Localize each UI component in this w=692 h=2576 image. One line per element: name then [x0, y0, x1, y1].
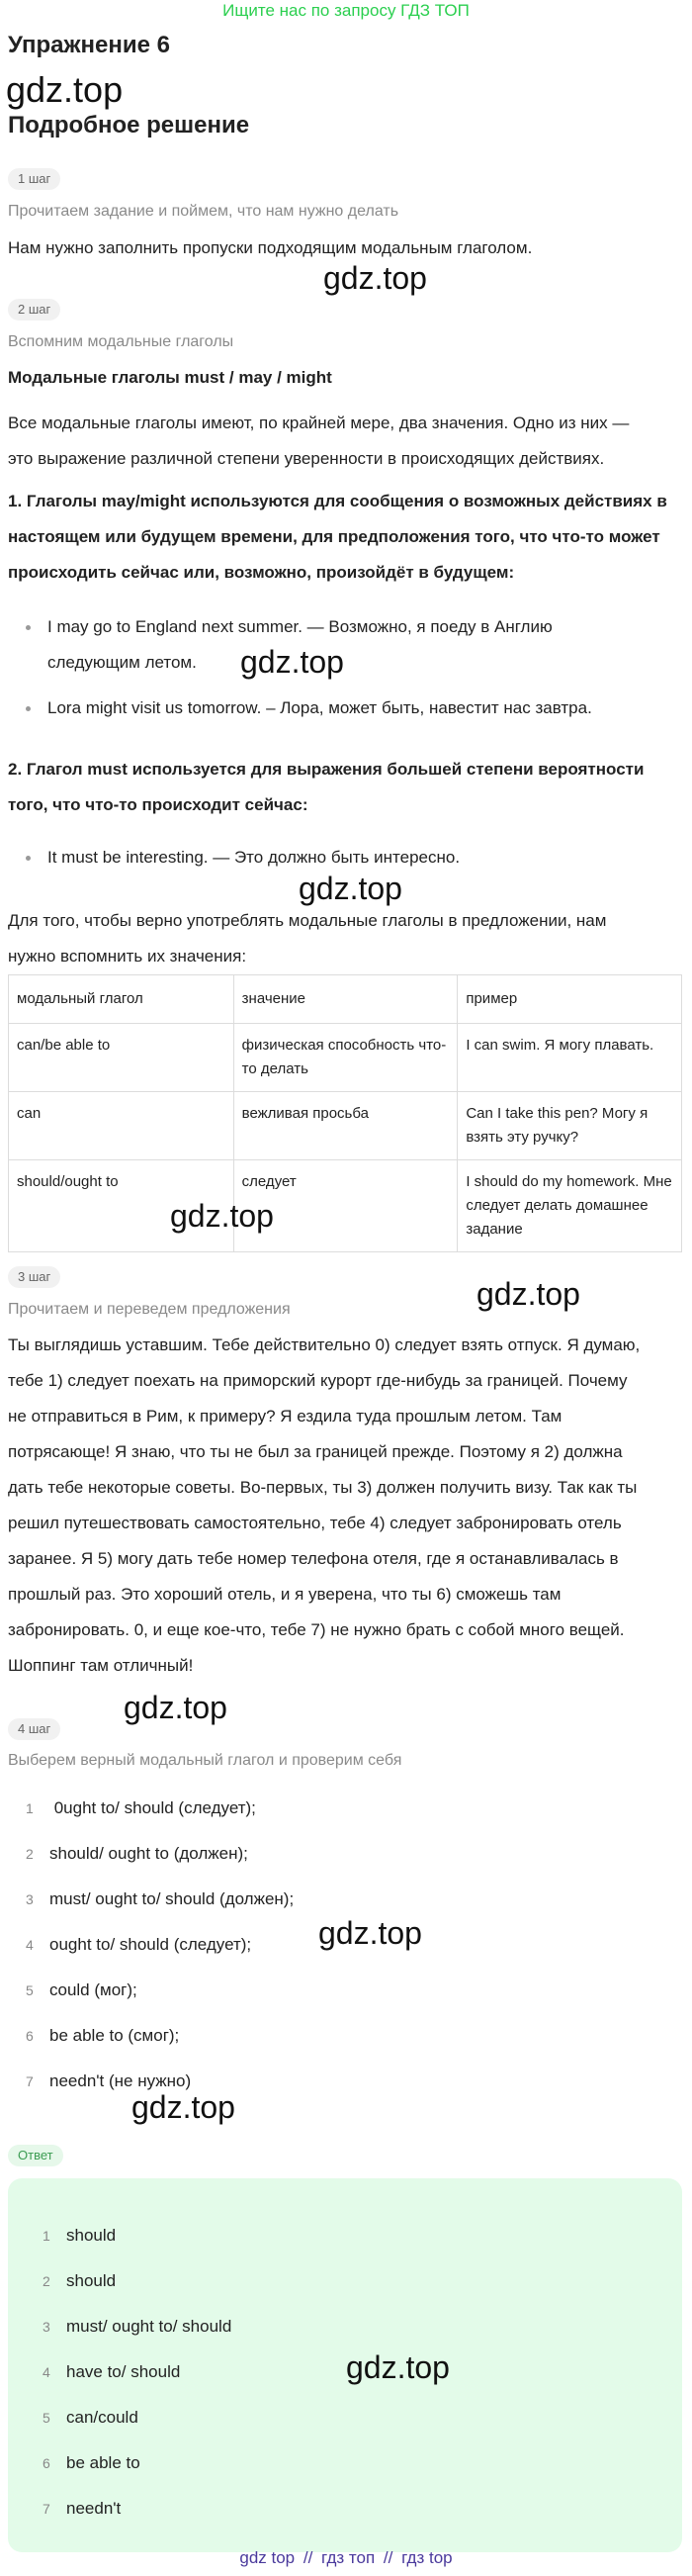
watermark-logo: gdz.top: [6, 69, 124, 110]
step-3-caption: Прочитаем и переведем предложения: [8, 1301, 291, 1318]
step-4-caption: Выберем верный модальный глагол и проверим себя: [8, 1752, 402, 1769]
footer-link-gdz-top[interactable]: gdz top: [239, 2548, 296, 2567]
list-item: 7 needn't (не нужно): [26, 2071, 192, 2090]
answer-list: [25, 2213, 231, 2531]
watermark: gdz.top: [131, 2089, 235, 2125]
table-cell: can/be able to: [9, 1024, 234, 1092]
list-item: 7 needn't: [43, 2499, 122, 2518]
list-item: 1 should: [43, 2226, 117, 2245]
step-label: 3 шаг: [8, 1266, 60, 1288]
examples-list-1: [8, 609, 680, 726]
translation-paragraph: [8, 1328, 690, 1684]
table-header-row: [9, 975, 682, 1024]
text-line: Все модальные глаголы имеют, по крайней мере, два значения. Одно из них —: [8, 414, 630, 432]
answer-label: Ответ: [8, 2145, 63, 2166]
watermark: gdz.top: [170, 1198, 274, 1234]
step-2-badge: [8, 299, 60, 321]
watermark: gdz.top: [476, 1276, 580, 1312]
watermark: gdz.top: [346, 2349, 450, 2385]
text-line: 2. Глагол must используется для выражения большей степени вероятности: [8, 760, 645, 779]
intro-paragraph: [8, 406, 629, 477]
list-item: 6 be able to: [43, 2453, 140, 2472]
list-item: Lora might visit us tomorrow. – Лора, может быть, навестит нас завтра.: [8, 690, 680, 726]
text-line: происходить сейчас или, возможно, произойдёт в будущем:: [8, 563, 515, 582]
list-item: I may go to England next summer. — Возможно, я поеду в Англию следующим летом.: [8, 609, 680, 681]
solution-heading: Подробное решение: [8, 112, 250, 138]
step-1-text: Нам нужно заполнить пропуски подходящим модальным глаголом.: [8, 238, 533, 257]
step-2-caption: Вспомним модальные глаголы: [8, 333, 234, 350]
step-label: 4 шаг: [8, 1718, 60, 1740]
table-cell: I should do my homework. Мне следует делать домашнее задание: [458, 1160, 682, 1252]
list-item: 1 0ught to/ should (следует);: [26, 1798, 256, 1817]
list-item: 2 should: [43, 2271, 117, 2290]
watermark: gdz.top: [124, 1690, 227, 1725]
watermark: gdz.top: [318, 1915, 422, 1951]
step-1-caption: Прочитаем задание и поймем, что нам нужно делать: [8, 203, 399, 220]
text-line: прошлый раз. Это хороший отель, и я уверена, что ты 6) сможешь там: [8, 1585, 562, 1604]
text-line: забронировать. 0, и еще кое-что, тебе 7) не нужно брать с собой много вещей.: [8, 1620, 625, 1639]
table-cell: Can I take this pen? Могу я взять эту ручку?: [458, 1092, 682, 1160]
check-list: [8, 1786, 294, 2104]
table-row: [9, 1024, 682, 1092]
column-header: пример: [458, 975, 682, 1024]
page-title: Упражнение 6: [8, 32, 170, 58]
text-line: не отправиться в Рим, к примеру? Я ездила туда прошлым летом. Там: [8, 1407, 562, 1426]
table-cell: вежливая просьба: [233, 1092, 458, 1160]
list-item: 6 be able to (смог);: [26, 2026, 180, 2045]
table-cell: I can swim. Я могу плавать.: [458, 1024, 682, 1092]
list-item: 4 have to/ should: [43, 2362, 181, 2381]
text-line: настоящем или будущем времени, для предположения того, что что-то может: [8, 527, 660, 546]
step-1-badge: [8, 168, 60, 190]
text-line: Шоппинг там отличный!: [8, 1656, 194, 1675]
text-line: того, что что-то происходит сейчас:: [8, 795, 308, 814]
watermark: gdz.top: [323, 260, 427, 296]
rule-2: [8, 752, 644, 823]
list-item: 3 must/ ought to/ should: [43, 2317, 232, 2336]
footer-link-gdz-top-mixed[interactable]: гдз top: [401, 2548, 453, 2567]
table-row: [9, 1160, 682, 1252]
table-cell: should/ought to: [9, 1160, 234, 1252]
text-line: потрясающе! Я знаю, что ты не был за границей прежде. Поэтому я 2) должна: [8, 1442, 623, 1461]
step-label: 1 шаг: [8, 168, 60, 190]
rule-1: [8, 484, 667, 591]
modal-verbs-heading: Модальные глаголы must / may / might: [8, 368, 332, 387]
watermark: gdz.top: [299, 871, 402, 906]
list-item: 5 could (мог);: [26, 1980, 137, 1999]
table-cell: физическая способность что-то делать: [233, 1024, 458, 1092]
text-line: Ты выглядишь уставшим. Тебе действительно 0) следует взять отпуск. Я думаю,: [8, 1335, 641, 1354]
text-line: Для того, чтобы верно употреблять модальные глаголы в предложении, нам: [8, 911, 607, 930]
list-item: 4 ought to/ should (следует);: [26, 1935, 252, 1954]
text-line: дать тебе некоторые советы. Во-первых, ты 3) должен получить визу. Так как ты: [8, 1478, 638, 1497]
top-banner[interactable]: Ищите нас по запросу ГДЗ ТОП: [222, 1, 470, 20]
footer-separator: //: [303, 2548, 313, 2567]
column-header: значение: [233, 975, 458, 1024]
step-4-badge: [8, 1718, 60, 1740]
footer-separator: //: [383, 2548, 393, 2567]
text-line: нужно вспомнить их значения:: [8, 947, 247, 966]
column-header: модальный глагол: [9, 975, 234, 1024]
footer-link-gdz-top-ru[interactable]: гдз топ: [321, 2548, 376, 2567]
text-line: заранее. Я 5) могу дать тебе номер телефона отеля, где я останавливалась в: [8, 1549, 619, 1568]
list-item: 3 must/ ought to/ should (должен);: [26, 1889, 295, 1908]
step-3-badge: [8, 1266, 60, 1288]
watermark: gdz.top: [240, 644, 344, 680]
table-row: [9, 1092, 682, 1160]
table-cell: следует: [233, 1160, 458, 1252]
list-item: 2 should/ ought to (должен);: [26, 1844, 248, 1863]
table-intro: [8, 903, 606, 974]
footer-links: [0, 2547, 692, 2569]
modal-verbs-table: [8, 974, 682, 1252]
table-cell: can: [9, 1092, 234, 1160]
step-label: 2 шаг: [8, 299, 60, 321]
text-line: 1. Глаголы may/might используются для сообщения о возможных действиях в: [8, 492, 667, 510]
text-line: тебе 1) следует поехать на приморский курорт где-нибудь за границей. Почему: [8, 1371, 628, 1390]
list-item: It must be interesting. — Это должно быть интересно.: [8, 840, 680, 875]
answer-badge: [8, 2145, 63, 2166]
list-item: 5 can/could: [43, 2408, 138, 2427]
text-line: решил путешествовать самостоятельно, тебе 4) следует забронировать отель: [8, 1514, 622, 1532]
text-line: это выражение различной степени уверенности в происходящих действиях.: [8, 449, 605, 468]
